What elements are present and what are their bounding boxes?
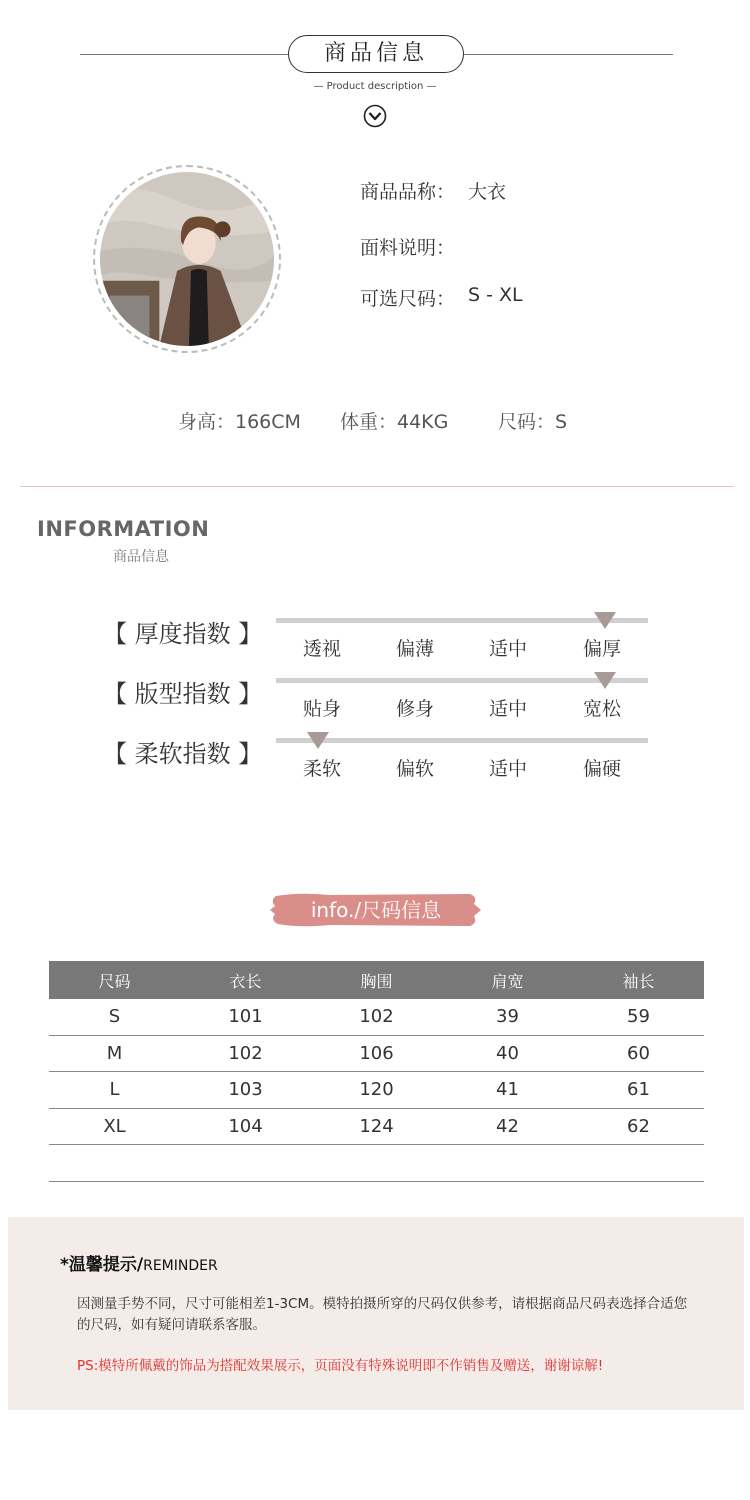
index-marker xyxy=(594,672,616,689)
table-cell: 62 xyxy=(627,1115,650,1137)
sizes-value: S - XL xyxy=(468,284,523,306)
table-cell: 40 xyxy=(496,1042,519,1064)
chevron-down-circle-icon xyxy=(363,104,387,128)
table-cell: 106 xyxy=(359,1042,394,1064)
table-cell: 120 xyxy=(359,1079,394,1101)
table-header xyxy=(49,961,704,999)
table-header-cell: 肩宽 xyxy=(491,971,524,991)
table-cell: M xyxy=(106,1042,123,1064)
table-row xyxy=(49,1072,704,1109)
table-row-empty xyxy=(49,1145,704,1182)
index-marker xyxy=(594,612,616,629)
fabric-label: 面料说明： xyxy=(360,237,456,259)
table-header-cell: 胸围 xyxy=(360,971,393,991)
header-line-left xyxy=(80,54,290,55)
table-cell: 61 xyxy=(627,1079,650,1101)
table-cell: L xyxy=(109,1079,120,1101)
section-title: 商品信息 xyxy=(288,35,464,73)
reminder-title xyxy=(60,1250,218,1275)
information-title: INFORMATION xyxy=(37,517,210,541)
reminder-body: 因测量手势不同，尺寸可能相差1-3CM。模特拍摄所穿的尺码仅供参考，请根据商品尺码表选择合适您的尺码，如有疑问请联系客服。 xyxy=(77,1296,688,1333)
table-cell: 102 xyxy=(359,1006,394,1028)
table-cell: 59 xyxy=(627,1006,650,1028)
table-cell: 102 xyxy=(228,1042,263,1064)
table-row xyxy=(49,1109,704,1146)
index-option: 柔软 xyxy=(302,758,341,780)
index-option: 宽松 xyxy=(582,698,621,720)
index-bar xyxy=(276,678,648,683)
table-cell: 60 xyxy=(627,1042,650,1064)
table-cell: 101 xyxy=(228,1006,263,1028)
index-marker xyxy=(307,732,329,749)
product-name-row xyxy=(360,177,507,204)
table-row xyxy=(49,1036,704,1073)
index-option: 适中 xyxy=(488,698,527,720)
reminder-ps: PS:模特所佩戴的饰品为搭配效果展示，页面没有特殊说明即不作销售及赠送，谢谢谅解! xyxy=(77,1358,604,1374)
table-cell: XL xyxy=(103,1115,126,1137)
table-row xyxy=(49,999,704,1036)
index-bar xyxy=(276,618,648,623)
index-bar xyxy=(276,738,648,743)
table-cell: 103 xyxy=(228,1079,263,1101)
sizes-row xyxy=(360,284,523,311)
index-option: 偏薄 xyxy=(395,638,434,660)
table-header-cell: 衣长 xyxy=(229,971,262,991)
index-option: 适中 xyxy=(488,758,527,780)
reminder-box xyxy=(8,1217,744,1410)
reminder-title-en: REMINDER xyxy=(143,1258,218,1274)
header-line-right xyxy=(463,54,673,55)
model-weight: 体重：44KG xyxy=(340,411,449,433)
index-option: 偏软 xyxy=(395,758,434,780)
table-cell: 39 xyxy=(496,1006,519,1028)
index-option: 贴身 xyxy=(302,698,341,720)
index-label: 【 柔软指数 】 xyxy=(103,740,263,768)
product-name-label: 商品品称： xyxy=(360,181,456,203)
index-option: 偏硬 xyxy=(582,758,621,780)
fabric-row xyxy=(360,233,455,260)
table-cell: S xyxy=(108,1006,121,1028)
index-label: 【 厚度指数 】 xyxy=(103,620,263,648)
size-table xyxy=(49,961,704,1182)
table-cell: 41 xyxy=(496,1079,519,1101)
size-section-title: info./尺码信息 xyxy=(310,898,442,922)
table-cell: 104 xyxy=(228,1115,263,1137)
reminder-title-cn: *温馨提示/ xyxy=(60,1255,144,1275)
section-subtitle: — Product description — xyxy=(313,81,437,92)
index-option: 适中 xyxy=(488,638,527,660)
index-label: 【 版型指数 】 xyxy=(103,680,263,708)
model-height: 身高：166CM xyxy=(178,411,301,433)
index-option: 偏厚 xyxy=(582,638,621,660)
table-header-cell: 袖长 xyxy=(622,971,655,991)
table-cell: 124 xyxy=(359,1115,394,1137)
product-photo xyxy=(93,165,281,353)
section-divider xyxy=(20,486,734,487)
table-header-cell: 尺码 xyxy=(98,971,131,991)
table-cell: 42 xyxy=(496,1115,519,1137)
index-option: 修身 xyxy=(395,698,434,720)
sizes-label: 可选尺码： xyxy=(360,288,456,310)
index-option: 透视 xyxy=(302,638,341,660)
product-name-value: 大衣 xyxy=(468,181,507,203)
information-subtitle: 商品信息 xyxy=(113,549,169,565)
model-size: 尺码：S xyxy=(498,411,568,433)
